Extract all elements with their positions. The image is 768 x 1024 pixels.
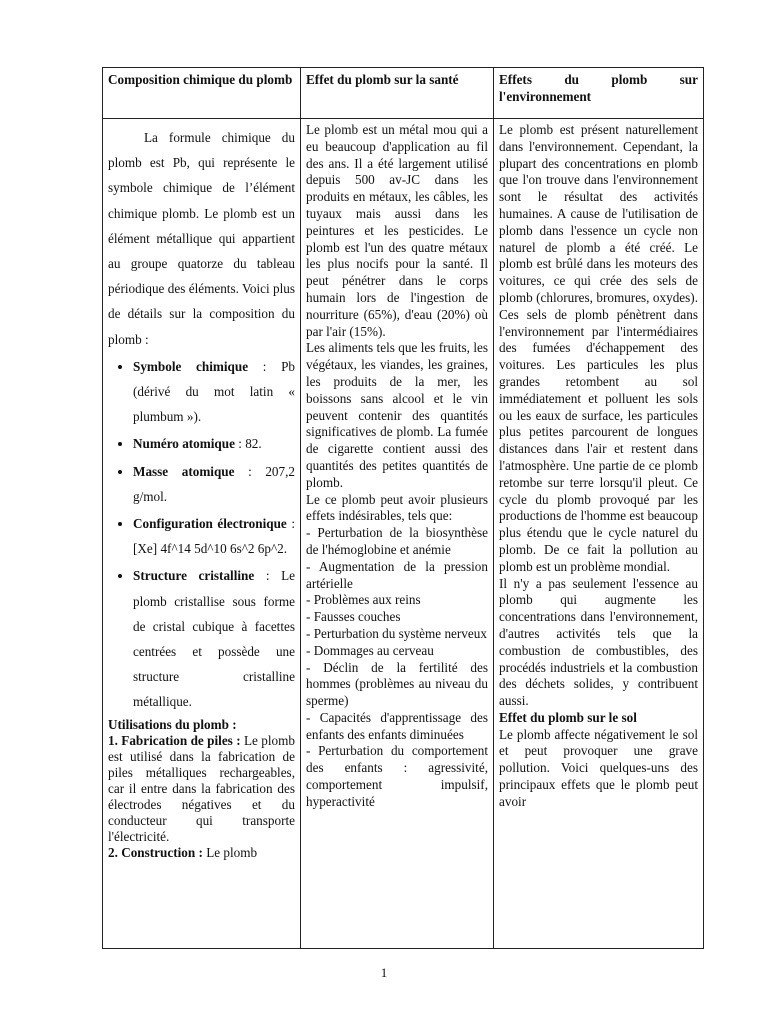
header-composition: Composition chimique du plomb bbox=[103, 68, 301, 119]
header-environment: Effets du plomb sur l'environnement bbox=[494, 68, 704, 119]
list-item: - Perturbation du système nerveux bbox=[306, 625, 487, 641]
list-item: - Fausses couches bbox=[306, 609, 401, 625]
property-label: Numéro atomique bbox=[133, 436, 235, 452]
environment-paragraph: Le plomb affecte négativement le sol et peut provoquer une grave pollution. Voici quelques-uns des principaux effets que le plomb peut avoir bbox=[499, 726, 698, 809]
list-item bbox=[133, 459, 295, 509]
list-item: - Perturbation du comportement des enfants : agressivité, comportement impulsif, hyperactivité bbox=[306, 743, 488, 809]
soil-section-title: Effet du plomb sur le sol bbox=[499, 709, 637, 725]
list-item bbox=[133, 431, 295, 456]
environment-paragraph: Il n'y a pas seulement l'essence au plomb qui augmente les concentrations dans l'environnement, d'autres activités tels que la combustion de combustibles, des procédés industriels et la combustion des déchets solides, y contribuent aussi. bbox=[499, 575, 698, 709]
usage-text: Le plomb bbox=[202, 844, 258, 860]
environment-paragraph: Le plomb est présent naturellement dans l'environnement. Cependant, la plupart des concentrations en plomb que l'on trouve dans l'environnement sont le résultat des activités humaines. A cause de l'utilisation de plomb dans l'essence un cycle non naturel de plomb a été créé. Le plomb est brûlé dans les moteurs des voitures, ce qui crée des sels de plomb (chlorures, bromures, oxydes). Ces sels de plomb pénètrent dans l'environnement par l'intermédiaires des fumées d'échappement des voitures. Les particules les plus grandes retombent au sol immédiatement et polluent les sols ou les eaux de surface, les particules plus petites parcourent de longues distances dans l'air et restent dans l'atmosphère. Une partie de ce plomb retombe sur terre lorsqu'il pleut. Ce cycle du plomb provoqué par les productions de l'homme est beaucoup plus étendu que le cycle naturel du plomb. De ce fait la pollution au plomb est un problème mondial. bbox=[499, 122, 698, 574]
table-header-row bbox=[103, 68, 704, 119]
health-paragraph: Le ce plomb peut avoir plusieurs effets indésirables, tels que: bbox=[306, 491, 488, 524]
property-value: : Le plomb cristallise sous forme de cristal cubique à facettes centrées et possède une structure cristalline métallique. bbox=[133, 568, 295, 710]
property-label: Configuration électronique bbox=[133, 516, 287, 532]
property-value: : Pb (dérivé du mot latin « plumbum »). bbox=[133, 358, 295, 425]
usage-text: Le plomb est utilisé dans la fabrication de piles métalliques rechargeables, car il entre dans la fabrication des électrodes négatives et du conducteur qui transporte l'électricité. bbox=[108, 732, 295, 844]
property-label: Masse atomique bbox=[133, 463, 235, 479]
usage-paragraph bbox=[108, 845, 295, 861]
list-item bbox=[133, 354, 295, 430]
list-item bbox=[133, 511, 295, 561]
composition-intro: La formule chimique du plomb est Pb, qui représente le symbole chimique de l’élément chimique plomb. Le plomb est un élément métallique qui appartient au groupe quatorze du tableau périodique des éléments. Voici plus de détails sur la composition du plomb : bbox=[108, 130, 295, 347]
table-body-row bbox=[103, 119, 704, 949]
property-value: : [Xe] 4f^14 5d^10 6s^2 6p^2. bbox=[133, 516, 295, 557]
usage-label: 2. Construction : bbox=[108, 844, 203, 860]
usage-title: Utilisations du plomb : bbox=[108, 716, 237, 732]
usage-label: 1. Fabrication de piles : bbox=[108, 732, 241, 748]
health-paragraph: Les aliments tels que les fruits, les végétaux, les viandes, les graines, les produits de la mer, les boissons sans alcool et le vin peuvent contenir des quantités significatives de plomb. La fumée de cigarette contient aussi des quantités des petites quantités de plomb. bbox=[306, 340, 488, 490]
list-item: - Augmentation de la pression artérielle bbox=[306, 558, 488, 591]
health-paragraph: Le plomb est un métal mou qui a eu beaucoup d'application au fil des ans. Il a été largement utilisé depuis 500 av-JC dans les produits en métaux, les câbles, les tuyaux mais aussi dans les peintures et les pesticides. Le plomb est l'un des quatre métaux les plus nocifs pour la santé. Il peut pénétrer dans le corps humain lors de l'ingestion de nourriture (65%), d'eau (20%) où par l'air (15%). bbox=[306, 122, 488, 339]
list-item bbox=[133, 563, 295, 714]
list-item: - Capacités d'apprentissage des enfants des enfants diminuées bbox=[306, 709, 488, 742]
list-item: - Déclin de la fertilité des hommes (problèmes au niveau du sperme) bbox=[306, 659, 488, 709]
header-health: Effet du plomb sur la santé bbox=[301, 68, 494, 119]
cell-environment bbox=[494, 119, 704, 949]
property-value: : 82. bbox=[234, 436, 262, 452]
property-value: : 207,2 g/mol. bbox=[133, 463, 295, 504]
page-number: 1 bbox=[380, 965, 388, 980]
cell-health bbox=[301, 119, 494, 949]
list-item: - Perturbation de la biosynthèse de l'hémoglobine et anémie bbox=[306, 525, 488, 557]
property-label: Structure cristalline bbox=[133, 568, 255, 584]
cell-composition bbox=[103, 119, 301, 949]
property-list bbox=[108, 354, 295, 715]
list-item: - Problèmes aux reins bbox=[306, 592, 421, 608]
content-table bbox=[102, 67, 704, 949]
usage-paragraph bbox=[108, 733, 295, 845]
property-label: Symbole chimique bbox=[133, 358, 249, 374]
list-item: - Dommages au cerveau bbox=[306, 642, 434, 658]
